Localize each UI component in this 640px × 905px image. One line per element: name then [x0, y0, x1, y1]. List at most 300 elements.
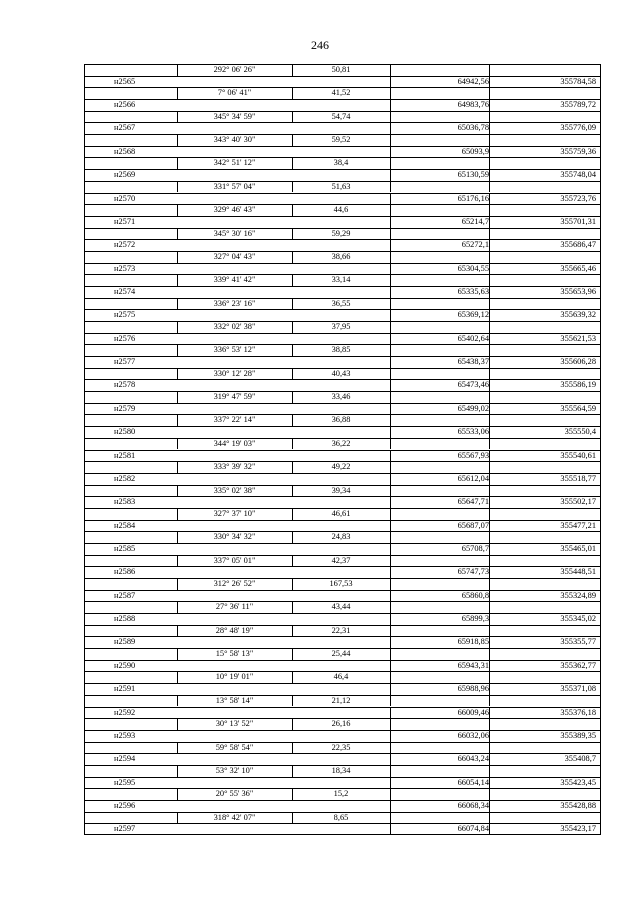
row-divider	[84, 122, 601, 123]
x-cell: 65988,96	[457, 684, 489, 694]
column-divider	[177, 788, 178, 800]
row-divider	[84, 204, 601, 205]
row-divider	[84, 578, 601, 579]
column-divider	[390, 450, 391, 462]
column-divider	[390, 169, 391, 181]
column-divider	[489, 239, 490, 251]
column-divider	[177, 578, 178, 590]
column-divider	[489, 636, 490, 648]
column-divider	[390, 566, 391, 578]
point-row	[84, 496, 601, 507]
column-divider	[489, 426, 490, 438]
x-cell: 65369,12	[457, 310, 489, 320]
y-cell: 355550,4	[564, 427, 596, 437]
angle-cell: 336° 23' 16"	[213, 298, 256, 308]
column-divider	[390, 683, 391, 695]
column-divider	[489, 485, 490, 497]
column-divider	[390, 239, 391, 251]
angle-cell: 342° 51' 12"	[213, 158, 256, 168]
column-divider	[177, 648, 178, 660]
point-row	[84, 193, 601, 204]
x-cell: 65647,71	[457, 497, 489, 507]
column-divider	[390, 753, 391, 765]
row-divider	[84, 403, 601, 404]
y-cell: 355701,31	[560, 216, 596, 226]
distance-cell: 42,37	[331, 555, 351, 565]
column-divider	[489, 473, 490, 485]
column-divider	[390, 707, 391, 719]
point-cell: н2586	[114, 567, 136, 577]
row-divider	[84, 823, 601, 824]
segment-row	[84, 461, 601, 472]
point-cell: н2577	[114, 357, 136, 367]
column-divider	[489, 812, 490, 824]
column-divider	[177, 508, 178, 520]
segment-row	[84, 251, 601, 262]
y-cell: 355423,45	[560, 777, 596, 787]
distance-cell: 21,12	[331, 695, 351, 705]
column-divider	[177, 555, 178, 567]
x-cell: 66054,14	[457, 777, 489, 787]
column-divider	[489, 263, 490, 275]
column-divider	[489, 228, 490, 240]
column-divider	[390, 473, 391, 485]
segment-row	[84, 438, 601, 449]
x-cell: 66009,46	[457, 707, 489, 717]
row-divider	[84, 648, 601, 649]
point-row	[84, 543, 601, 554]
row-divider	[84, 157, 601, 158]
segment-row	[84, 648, 601, 659]
row-divider	[84, 636, 601, 637]
column-divider	[390, 251, 391, 263]
column-divider	[390, 671, 391, 683]
column-divider	[292, 812, 293, 824]
point-cell: н2588	[114, 614, 136, 624]
segment-row	[84, 321, 601, 332]
column-divider	[390, 660, 391, 672]
column-divider	[390, 379, 391, 391]
column-divider	[390, 718, 391, 730]
segment-row	[84, 134, 601, 145]
column-divider	[489, 204, 490, 216]
column-divider	[489, 531, 490, 543]
column-divider	[292, 391, 293, 403]
row-divider	[84, 239, 601, 240]
column-divider	[390, 99, 391, 111]
row-divider	[84, 812, 601, 813]
row-divider	[84, 134, 601, 135]
column-divider	[177, 742, 178, 754]
column-divider	[390, 181, 391, 193]
distance-cell: 38,4	[333, 158, 349, 168]
point-row	[84, 683, 601, 694]
distance-cell: 22,35	[331, 742, 351, 752]
row-divider	[84, 555, 601, 556]
distance-cell: 51,63	[331, 181, 351, 191]
x-cell: 65499,02	[457, 403, 489, 413]
column-divider	[489, 99, 490, 111]
column-divider	[177, 228, 178, 240]
column-divider	[489, 122, 490, 134]
angle-cell: 20° 55' 36"	[215, 789, 254, 799]
column-divider	[390, 204, 391, 216]
point-row	[84, 216, 601, 227]
column-divider	[489, 216, 490, 228]
distance-cell: 59,52	[331, 135, 351, 145]
row-divider	[84, 379, 601, 380]
column-divider	[489, 800, 490, 812]
column-divider	[177, 765, 178, 777]
column-divider	[292, 368, 293, 380]
y-cell: 355621,53	[560, 333, 596, 343]
row-divider	[84, 461, 601, 462]
x-cell: 65130,59	[457, 170, 489, 180]
point-cell: н2565	[114, 76, 136, 86]
distance-cell: 24,83	[331, 532, 351, 542]
point-cell: н2570	[114, 193, 136, 203]
column-divider	[390, 496, 391, 508]
y-cell: 355686,47	[560, 240, 596, 250]
row-divider	[84, 146, 601, 147]
point-cell: н2576	[114, 333, 136, 343]
column-divider	[292, 765, 293, 777]
column-divider	[390, 636, 391, 648]
point-cell: н2590	[114, 660, 136, 670]
column-divider	[292, 298, 293, 310]
column-divider	[390, 800, 391, 812]
angle-cell: 339° 41' 42"	[213, 275, 256, 285]
column-divider	[390, 426, 391, 438]
column-divider	[489, 87, 490, 99]
row-divider	[84, 87, 601, 88]
x-cell: 66068,34	[457, 800, 489, 810]
column-divider	[390, 648, 391, 660]
column-divider	[489, 403, 490, 415]
angle-cell: 337° 22' 14"	[213, 415, 256, 425]
column-divider	[390, 520, 391, 532]
table-border	[84, 834, 601, 835]
column-divider	[489, 660, 490, 672]
y-cell: 355518,77	[560, 473, 596, 483]
column-divider	[292, 578, 293, 590]
distance-cell: 33,14	[331, 275, 351, 285]
y-cell: 355477,21	[560, 520, 596, 530]
point-cell: н2587	[114, 590, 136, 600]
angle-cell: 10° 19' 01"	[215, 672, 254, 682]
row-divider	[84, 321, 601, 322]
segment-row	[84, 531, 601, 542]
column-divider	[390, 695, 391, 707]
column-divider	[177, 695, 178, 707]
column-divider	[292, 64, 293, 76]
row-divider	[84, 274, 601, 275]
column-divider	[390, 812, 391, 824]
angle-cell: 28° 48' 19"	[215, 625, 254, 635]
x-cell: 65533,06	[457, 427, 489, 437]
segment-row	[84, 344, 601, 355]
column-divider	[489, 134, 490, 146]
x-cell: 65473,46	[457, 380, 489, 390]
column-divider	[390, 87, 391, 99]
column-divider	[177, 812, 178, 824]
column-divider	[489, 625, 490, 637]
column-divider	[390, 228, 391, 240]
distance-cell: 38,66	[331, 251, 351, 261]
column-divider	[390, 333, 391, 345]
segment-row	[84, 391, 601, 402]
row-divider	[84, 496, 601, 497]
segment-row	[84, 601, 601, 612]
distance-cell: 8,65	[333, 812, 349, 822]
angle-cell: 318° 42' 07"	[213, 812, 256, 822]
column-divider	[390, 730, 391, 742]
column-divider	[390, 508, 391, 520]
column-divider	[489, 333, 490, 345]
column-divider	[489, 438, 490, 450]
segment-row	[84, 742, 601, 753]
row-divider	[84, 625, 601, 626]
column-divider	[489, 742, 490, 754]
column-divider	[177, 485, 178, 497]
column-divider	[390, 543, 391, 555]
point-cell: н2579	[114, 403, 136, 413]
point-cell: н2582	[114, 473, 136, 483]
x-cell: 66043,24	[457, 754, 489, 764]
column-divider	[292, 788, 293, 800]
point-row	[84, 309, 601, 320]
row-divider	[84, 356, 601, 357]
column-divider	[390, 193, 391, 205]
point-cell: н2585	[114, 543, 136, 553]
y-cell: 355355,77	[560, 637, 596, 647]
y-cell: 355639,32	[560, 310, 596, 320]
x-cell: 65093,9	[461, 146, 489, 156]
column-divider	[489, 461, 490, 473]
y-cell: 355465,01	[560, 543, 596, 553]
distance-cell: 44,6	[333, 205, 349, 215]
row-divider	[84, 485, 601, 486]
column-divider	[489, 578, 490, 590]
row-divider	[84, 111, 601, 112]
segment-row	[84, 274, 601, 285]
y-cell: 355586,19	[560, 380, 596, 390]
point-cell: н2568	[114, 146, 136, 156]
y-cell: 355789,72	[560, 100, 596, 110]
point-cell: н2593	[114, 730, 136, 740]
column-divider	[489, 508, 490, 520]
column-divider	[489, 321, 490, 333]
row-divider	[84, 216, 601, 217]
point-cell: н2574	[114, 286, 136, 296]
segment-row	[84, 555, 601, 566]
point-row	[84, 800, 601, 811]
column-divider	[489, 111, 490, 123]
x-cell: 65214,7	[461, 216, 489, 226]
row-divider	[84, 531, 601, 532]
point-cell: н2594	[114, 754, 136, 764]
column-divider	[489, 157, 490, 169]
point-row	[84, 590, 601, 601]
angle-cell: 319° 47' 59"	[213, 392, 256, 402]
column-divider	[390, 438, 391, 450]
angle-cell: 335° 02' 38"	[213, 485, 256, 495]
distance-cell: 49,22	[331, 462, 351, 472]
column-divider	[390, 613, 391, 625]
column-divider	[390, 555, 391, 567]
point-row	[84, 76, 601, 87]
angle-cell: 59° 58' 54"	[215, 742, 254, 752]
y-cell: 355362,77	[560, 660, 596, 670]
row-divider	[84, 426, 601, 427]
column-divider	[489, 695, 490, 707]
x-cell: 65687,07	[457, 520, 489, 530]
column-divider	[292, 134, 293, 146]
point-cell: н2597	[114, 824, 136, 834]
angle-cell: 337° 05' 01"	[213, 555, 256, 565]
column-divider	[390, 134, 391, 146]
distance-cell: 46,4	[333, 672, 349, 682]
point-row	[84, 613, 601, 624]
row-divider	[84, 309, 601, 310]
column-divider	[292, 695, 293, 707]
column-divider	[177, 321, 178, 333]
x-cell: 65612,04	[457, 473, 489, 483]
point-row	[84, 730, 601, 741]
angle-cell: 343° 40' 30"	[213, 135, 256, 145]
column-divider	[292, 671, 293, 683]
point-row	[84, 146, 601, 157]
column-divider	[489, 671, 490, 683]
segment-row	[84, 788, 601, 799]
segment-row	[84, 111, 601, 122]
row-divider	[84, 613, 601, 614]
column-divider	[292, 274, 293, 286]
distance-cell: 33,46	[331, 392, 351, 402]
point-row	[84, 707, 601, 718]
column-divider	[390, 403, 391, 415]
column-divider	[489, 753, 490, 765]
row-divider	[84, 64, 601, 65]
point-cell: н2567	[114, 123, 136, 133]
point-row	[84, 333, 601, 344]
column-divider	[292, 344, 293, 356]
row-divider	[84, 333, 601, 334]
segment-row	[84, 578, 601, 589]
x-cell: 65438,37	[457, 357, 489, 367]
column-divider	[489, 613, 490, 625]
column-divider	[177, 111, 178, 123]
y-cell: 355759,36	[560, 146, 596, 156]
angle-cell: 333° 39' 32"	[213, 462, 256, 472]
point-cell: н2595	[114, 777, 136, 787]
column-divider	[489, 193, 490, 205]
column-divider	[489, 169, 490, 181]
column-divider	[390, 414, 391, 426]
column-divider	[489, 590, 490, 602]
column-divider	[489, 601, 490, 613]
point-row	[84, 169, 601, 180]
column-divider	[489, 344, 490, 356]
column-divider	[292, 742, 293, 754]
distance-cell: 25,44	[331, 649, 351, 659]
segment-row	[84, 695, 601, 706]
row-divider	[84, 660, 601, 661]
column-divider	[489, 146, 490, 158]
point-row	[84, 403, 601, 414]
distance-cell: 36,55	[331, 298, 351, 308]
row-divider	[84, 590, 601, 591]
segment-row	[84, 87, 601, 98]
column-divider	[177, 87, 178, 99]
column-divider	[177, 134, 178, 146]
point-cell: н2571	[114, 216, 136, 226]
column-divider	[489, 496, 490, 508]
column-divider	[390, 122, 391, 134]
column-divider	[177, 368, 178, 380]
row-divider	[84, 718, 601, 719]
point-cell: н2591	[114, 684, 136, 694]
angle-cell: 30° 13' 52"	[215, 719, 254, 729]
column-divider	[292, 321, 293, 333]
y-cell: 355376,18	[560, 707, 596, 717]
column-divider	[390, 274, 391, 286]
point-cell: н2580	[114, 427, 136, 437]
x-cell: 65708,7	[461, 543, 489, 553]
y-cell: 355448,51	[560, 567, 596, 577]
column-divider	[489, 414, 490, 426]
column-divider	[177, 298, 178, 310]
column-divider	[489, 520, 490, 532]
row-divider	[84, 228, 601, 229]
point-cell: н2572	[114, 240, 136, 250]
point-row	[84, 263, 601, 274]
y-cell: 355564,59	[560, 403, 596, 413]
column-divider	[292, 555, 293, 567]
angle-cell: 15° 58' 13"	[215, 649, 254, 659]
y-cell: 355540,61	[560, 450, 596, 460]
column-divider	[489, 298, 490, 310]
point-row	[84, 122, 601, 133]
row-divider	[84, 298, 601, 299]
x-cell: 66032,06	[457, 730, 489, 740]
column-divider	[292, 414, 293, 426]
point-row	[84, 777, 601, 788]
row-divider	[84, 286, 601, 287]
column-divider	[390, 146, 391, 158]
column-divider	[292, 181, 293, 193]
point-cell: н2569	[114, 170, 136, 180]
column-divider	[489, 356, 490, 368]
column-divider	[177, 181, 178, 193]
column-divider	[390, 590, 391, 602]
column-divider	[177, 625, 178, 637]
y-cell: 355653,96	[560, 286, 596, 296]
segment-row	[84, 671, 601, 682]
row-divider	[84, 730, 601, 731]
column-divider	[292, 485, 293, 497]
angle-cell: 7° 06' 41"	[217, 88, 252, 98]
distance-cell: 39,34	[331, 485, 351, 495]
row-divider	[84, 368, 601, 369]
segment-row	[84, 368, 601, 379]
column-divider	[390, 391, 391, 403]
y-cell: 355408,7	[564, 754, 596, 764]
column-divider	[390, 344, 391, 356]
distance-cell: 37,95	[331, 322, 351, 331]
column-divider	[177, 344, 178, 356]
column-divider	[390, 263, 391, 275]
